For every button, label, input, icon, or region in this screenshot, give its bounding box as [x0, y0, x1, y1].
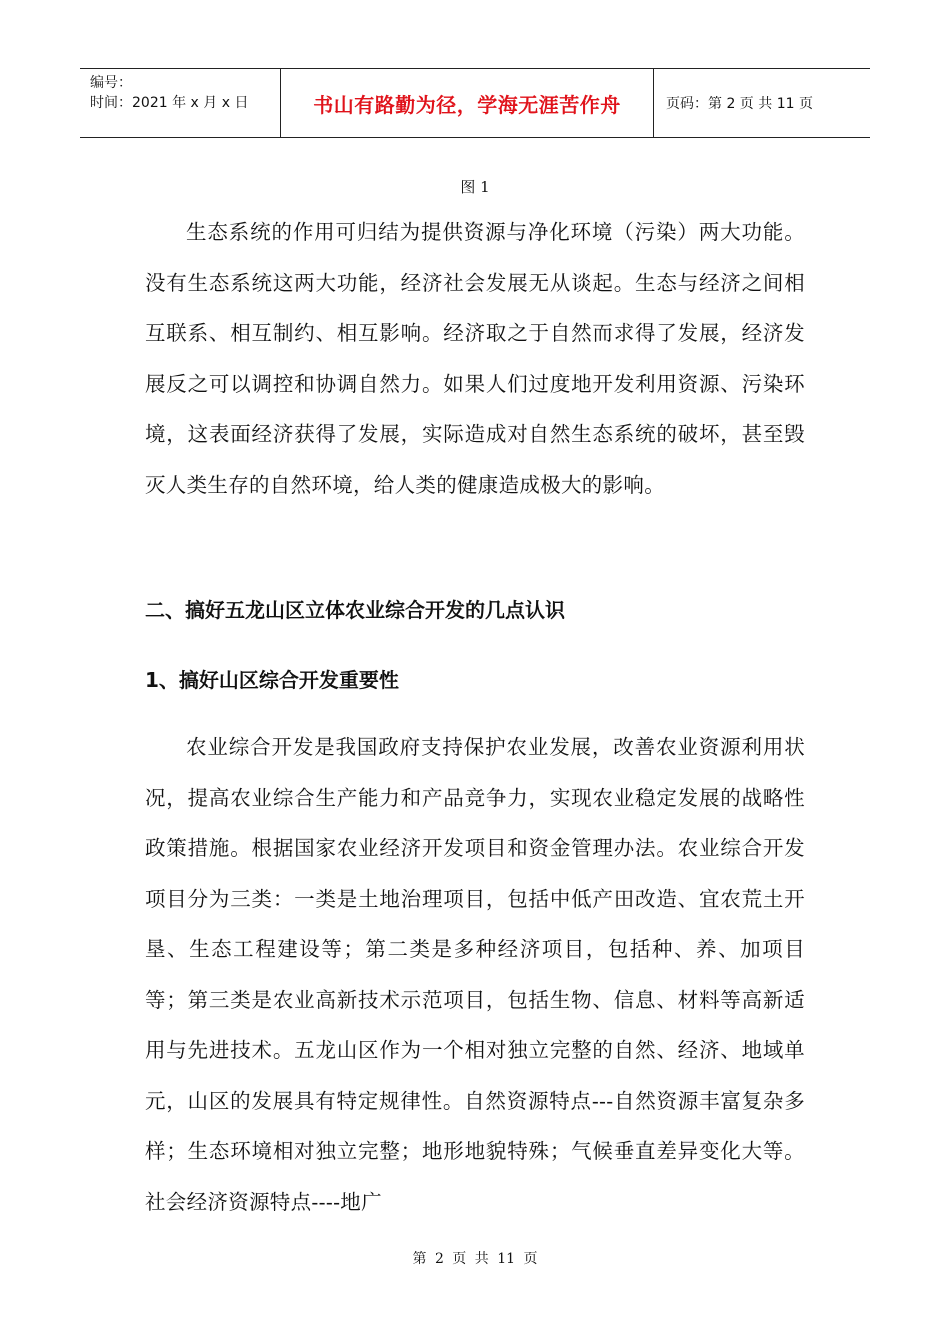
page-footer: 第 2 页 共 11 页 — [412, 1251, 538, 1267]
subsection-heading: 1、搞好山区综合开发重要性 — [145, 668, 399, 692]
section-heading: 二、搞好五龙山区立体农业综合开发的几点认识 — [145, 598, 565, 622]
page-header — [80, 68, 870, 138]
body-paragraph-1: 生态系统的作用可归结为提供资源与净化环境（污染）两大功能。没有生态系统这两大功能，经济社会发展无从谈起。生态与经济之间相互联系、相互制约、相互影响。经济取之于自然而求得了发展，经济发展反之可以调控和协调自然力。如果人们过度地开发利用资源、污染环境，这表面经济获得了发展，实际造成对自然生态系统的破坏，甚至毁灭人类生存的自然环境，给人类的健康造成极大的影响。 — [145, 220, 805, 497]
document-number-label: 编号： — [90, 75, 132, 91]
header-page-info: 页码：第 2 页 共 11 页 — [666, 96, 813, 112]
header-meta-cell — [80, 69, 281, 137]
document-date: 时间：2021 年 x 月 x 日 — [90, 95, 249, 111]
body-paragraph-2: 农业综合开发是我国政府支持保护农业发展，改善农业资源利用状况，提高农业综合生产能力和产品竞争力，实现农业稳定发展的战略性政策措施。根据国家农业经济开发项目和资金管理办法。农业综合开发项目分为三类：一类是土地治理项目，包括中低产田改造、宜农荒土开垦、生态工程建设等；第二类是多种经济项目，包括种、养、加项目等；第三类是农业高新技术示范项目，包括生物、信息、材料等高新适用与先进技术。五龙山区作为一个相对独立完整的自然、经济、地域单元，山区的发展具有特定规律性。自然资源特点---自然资源丰富复杂多样；生态环境相对独立完整；地形地貌特殊；气候垂直差异变化大等。社会经济资源特点----地广 — [145, 735, 805, 1214]
header-motto: 书山有路勤为径，学海无涯苦作舟 — [281, 69, 654, 137]
figure-caption: 图 1 — [460, 178, 490, 196]
